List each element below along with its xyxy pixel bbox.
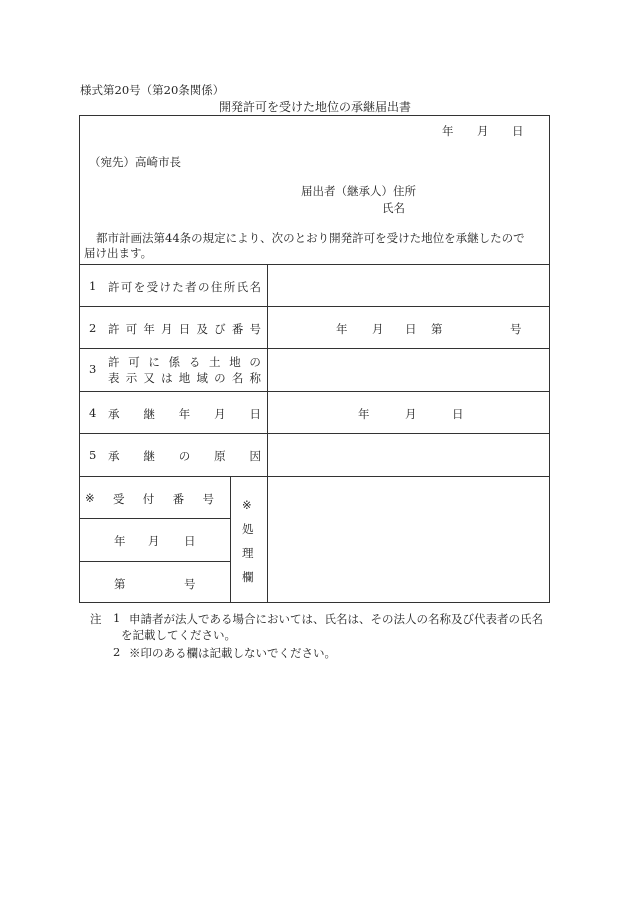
label-char: 表 <box>108 371 120 385</box>
note-2-text: ※印のある欄は記載しないでください。 <box>129 646 336 660</box>
succession-day-unit: 日 <box>452 407 464 421</box>
label-char: 許 <box>108 355 120 369</box>
date-day: 日 <box>512 124 524 138</box>
divider <box>79 518 230 519</box>
label-char: 受 <box>146 280 159 294</box>
label-char: 係 <box>168 355 181 369</box>
label-char: 氏 <box>236 280 249 294</box>
label-char: 付 <box>142 492 155 506</box>
label-char: 月 <box>214 407 226 421</box>
label-char: 許 <box>108 322 120 336</box>
label-char: の <box>214 371 226 385</box>
label-char: 承 <box>108 407 120 421</box>
processing-label-char: 理 <box>242 546 254 560</box>
label-char: 原 <box>214 449 226 463</box>
label-char: の <box>198 280 210 294</box>
permit-dai: 第 <box>431 322 443 336</box>
label-char: 住 <box>210 280 223 294</box>
label-char: 可 <box>125 322 138 336</box>
row-number: 2 <box>89 321 97 335</box>
label-char: は <box>161 371 173 385</box>
row-label-land-line2 <box>108 370 261 386</box>
note-1-number: 1 <box>113 611 121 625</box>
label-char: ※ <box>85 491 95 505</box>
label-char: 域 <box>196 371 208 385</box>
label-char: 地 <box>229 355 241 369</box>
body-text-line1: 都市計画法第44条の規定により、次のとおり開発許可を受けた地位を承継したので <box>96 231 525 245</box>
label-char: に <box>148 355 160 369</box>
receipt-month-unit: 月 <box>148 534 160 548</box>
row-label-land-line1 <box>108 354 261 370</box>
receipt-dai: 第 <box>114 577 126 591</box>
note-1-line2: を記載してください。 <box>121 628 236 642</box>
column-divider <box>267 264 268 603</box>
label-char: 所 <box>223 280 236 294</box>
label-char: る <box>188 355 201 369</box>
succession-year-unit: 年 <box>358 407 370 421</box>
column-divider <box>230 476 231 603</box>
label-char: け <box>159 280 171 294</box>
receipt-number-label <box>85 491 214 507</box>
row-label-succession-date <box>108 406 261 422</box>
label-char: 月 <box>161 322 173 336</box>
label-char: 地 <box>178 371 191 385</box>
label-char: 者 <box>185 280 197 294</box>
date-year: 年 <box>442 124 454 138</box>
label-char: 承 <box>108 449 120 463</box>
divider <box>79 391 550 392</box>
row-label-applicant-address <box>108 279 261 295</box>
form-number: 様式第20号（第20条関係） <box>80 83 225 97</box>
divider <box>79 306 550 307</box>
permit-go: 号 <box>510 322 522 336</box>
label-char: を <box>133 280 146 294</box>
label-char: 年 <box>143 322 155 336</box>
label-char: 号 <box>202 492 214 506</box>
label-char: 可 <box>128 355 140 369</box>
row-number: 4 <box>89 406 97 420</box>
label-char: 土 <box>209 355 221 369</box>
label-char: 示 <box>125 371 138 385</box>
label-char: 番 <box>172 492 185 506</box>
document-title: 開発許可を受けた地位の承継届出書 <box>218 100 411 114</box>
row-number: 3 <box>89 362 97 376</box>
divider <box>79 348 550 349</box>
receipt-go: 号 <box>184 577 196 591</box>
body-text-line2: 届け出ます。 <box>84 246 153 260</box>
processing-label-char: 欄 <box>242 570 254 584</box>
addressee: （宛先）高崎市長 <box>89 155 181 169</box>
label-char: 名 <box>249 280 261 294</box>
row-number: 1 <box>89 279 97 293</box>
label-char: 日 <box>249 407 261 421</box>
label-char: び <box>214 322 226 336</box>
label-char: 因 <box>249 449 261 463</box>
receipt-day-unit: 日 <box>184 534 196 548</box>
label-char: 日 <box>178 322 191 336</box>
label-char: 番 <box>231 322 244 336</box>
label-char: 受 <box>112 492 125 506</box>
label-char: 及 <box>196 322 208 336</box>
permit-day-unit: 日 <box>405 322 417 336</box>
permit-month-unit: 月 <box>372 322 384 336</box>
label-char: 可 <box>120 280 133 294</box>
label-char: 許 <box>108 280 120 294</box>
row-label-permit-date-number <box>108 321 261 337</box>
label-char: 号 <box>249 322 261 336</box>
label-char: の <box>249 355 261 369</box>
label-char: の <box>178 449 191 463</box>
divider <box>79 476 550 477</box>
divider <box>79 264 550 265</box>
label-char: 継 <box>143 449 155 463</box>
label-char: 年 <box>178 407 191 421</box>
label-char: 継 <box>143 407 155 421</box>
row-label-succession-reason <box>108 448 261 464</box>
label-char: 又 <box>143 371 155 385</box>
note-1-line1: 申請者が法人である場合においては、氏名は、その法人の名称及び代表者の氏名 <box>129 612 543 626</box>
notes-lead: 注 <box>90 612 102 626</box>
receipt-year-unit: 年 <box>114 534 126 548</box>
applicant-address-label: 届出者（継承人）住所 <box>301 184 416 198</box>
divider <box>79 433 550 434</box>
processing-label-mark: ※ <box>242 498 252 512</box>
divider <box>79 561 230 562</box>
permit-year-unit: 年 <box>336 322 348 336</box>
applicant-name-label: 氏名 <box>382 201 405 215</box>
label-char: た <box>172 280 184 294</box>
label-char: 名 <box>231 371 244 385</box>
date-month: 月 <box>477 124 489 138</box>
succession-month-unit: 月 <box>405 407 417 421</box>
label-char: 称 <box>249 371 261 385</box>
row-number: 5 <box>89 448 97 462</box>
note-2-number: 2 <box>113 645 121 659</box>
processing-label-char: 処 <box>242 522 254 536</box>
